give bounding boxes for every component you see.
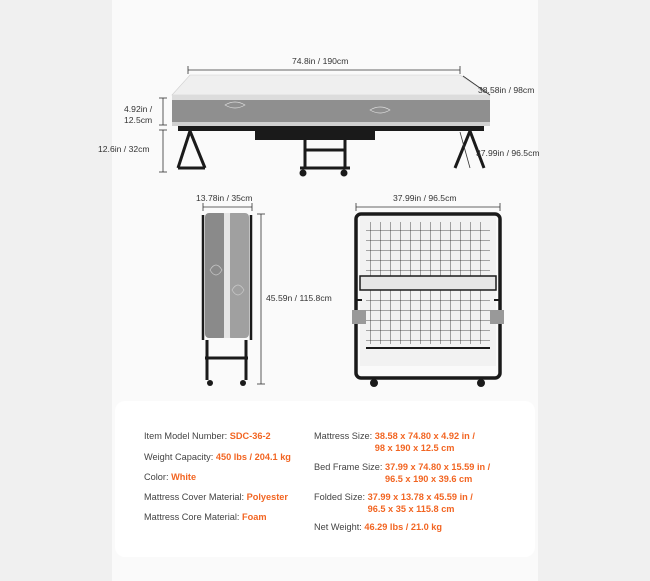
spec-cover-material: Mattress Cover Material: Polyester xyxy=(144,492,288,502)
width-dimension-label: 38.58in / 98cm xyxy=(478,85,535,95)
folded-front-illustration xyxy=(352,214,504,387)
mattress-thickness-label-2: 12.5cm xyxy=(124,115,153,125)
folded-depth-label: 13.78in / 35cm xyxy=(196,193,253,203)
frame-height-label: 12.6in / 32cm xyxy=(98,144,150,154)
spec-item-model: Item Model Number: SDC-36-2 xyxy=(144,431,271,441)
spec-folded-size: Folded Size: 37.99 x 13.78 x 45.59 in / 96.5 x 35 x 115.8 cm xyxy=(314,492,473,514)
dimension-lines-folded-front xyxy=(356,203,500,211)
length-dimension-label: 74.8in / 190cm xyxy=(292,56,349,66)
folded-width-label: 37.99in / 96.5cm xyxy=(393,193,457,203)
folded-side-illustration xyxy=(203,213,251,386)
spec-weight-capacity: Weight Capacity: 450 lbs / 204.1 kg xyxy=(144,452,291,462)
spec-core-material: Mattress Core Material: Foam xyxy=(144,512,267,522)
specifications-panel xyxy=(115,401,535,557)
spec-color: Color: White xyxy=(144,472,197,482)
spec-net-weight: Net Weight: 46.29 lbs / 21.0 kg xyxy=(314,522,443,532)
folded-height-label: 45.59n / 115.8cm xyxy=(266,293,332,303)
spec-mattress-size: Mattress Size: 38.58 x 74.80 x 4.92 in / 98 x 190 x 12.5 cm xyxy=(314,431,475,453)
spec-bed-frame-size: Bed Frame Size: 37.99 x 74.80 x 15.59 in / 96.5 x 190 x 39.6 cm xyxy=(314,462,491,484)
unfolded-bed-illustration xyxy=(172,75,490,177)
mattress-thickness-label-1: 4.92in / xyxy=(124,104,153,114)
frame-width-side-label: 37.99in / 96.5cm xyxy=(476,148,540,158)
